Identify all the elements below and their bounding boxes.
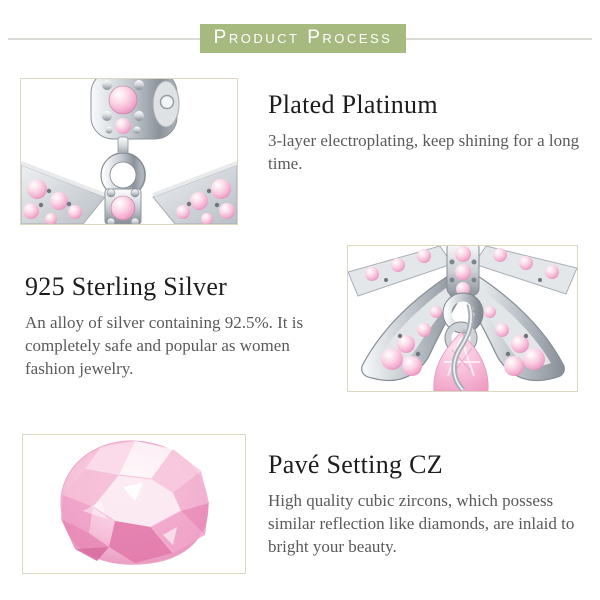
section-heading: Plated Platinum — [268, 90, 438, 119]
header-title-banner — [200, 24, 406, 53]
section-pave-setting-cz — [268, 450, 590, 558]
plated-platinum-photo — [20, 78, 238, 225]
page-title: Product Process — [213, 26, 393, 48]
sterling-silver-photo — [347, 245, 578, 392]
section-body: 3-layer electroplating, keep shining for a long time. — [268, 131, 580, 173]
pave-setting-cz-photo — [22, 434, 246, 574]
section-sterling-silver — [25, 272, 343, 380]
pink-gem-illustration — [23, 435, 245, 573]
charm-bail-illustration — [21, 79, 237, 224]
section-plated-platinum — [268, 90, 583, 175]
section-heading: 925 Sterling Silver — [25, 272, 228, 301]
bow-pendant-illustration — [348, 246, 577, 391]
section-body: An alloy of silver containing 92.5%. It is completely safe and popular as women fashion jewelry. — [25, 313, 304, 378]
section-body: High quality cubic zircons, which possess similar reflection like diamonds, are inlaid to bright your beauty. — [268, 491, 575, 556]
section-heading: Pavé Setting CZ — [268, 450, 443, 479]
